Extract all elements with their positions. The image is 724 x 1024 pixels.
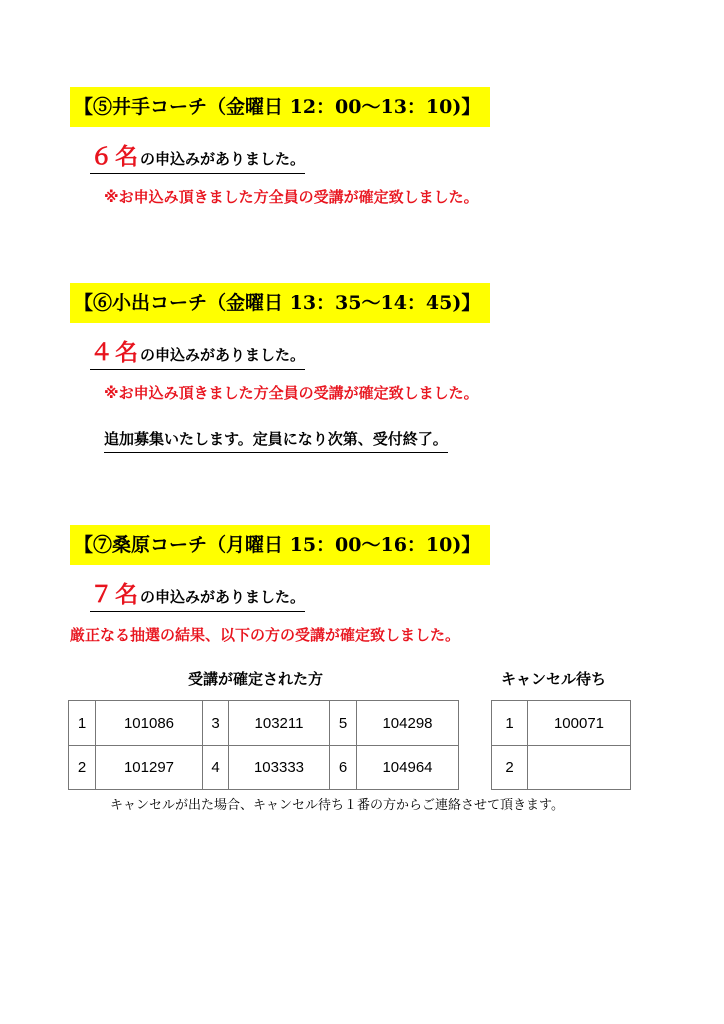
waitlist-table xyxy=(491,700,631,790)
applicant-id xyxy=(528,746,631,790)
section-6-additional-recruitment: 追加募集いたします。定員になり次第、受付終了。 xyxy=(104,428,448,453)
section-7-count: ７名 xyxy=(90,581,140,608)
section-5-count-suffix: の申込みがありました。 xyxy=(140,150,306,168)
table-row xyxy=(492,746,631,790)
table-row xyxy=(492,701,631,746)
section-5-count-line xyxy=(90,138,305,174)
applicant-id: 103333 xyxy=(229,746,330,790)
section-6-count-line xyxy=(90,334,305,370)
table-row xyxy=(69,701,459,746)
row-number: 5 xyxy=(330,701,357,746)
row-number: 1 xyxy=(492,701,528,746)
row-number: 2 xyxy=(492,746,528,790)
section-6-count: ４名 xyxy=(90,339,140,366)
section-6-count-suffix: の申込みがありました。 xyxy=(140,346,306,364)
applicant-id: 104964 xyxy=(357,746,459,790)
row-number: 6 xyxy=(330,746,357,790)
section-6-heading: 【⑥小出コーチ（金曜日 13：35〜14：45)】 xyxy=(70,283,490,323)
section-5-heading: 【⑤井手コーチ（金曜日 12：00〜13：10)】 xyxy=(70,87,490,127)
section-6-notice: ※お申込み頂きました方全員の受講が確定致しました。 xyxy=(104,384,479,402)
applicant-id: 101297 xyxy=(96,746,203,790)
confirmed-table xyxy=(68,700,459,790)
row-number: 2 xyxy=(69,746,96,790)
waitlist-caption: キャンセル待ち xyxy=(501,670,607,688)
confirmed-caption: 受講が確定された方 xyxy=(188,670,324,688)
section-7-count-line xyxy=(90,576,305,612)
section-5-notice: ※お申込み頂きました方全員の受講が確定致しました。 xyxy=(104,188,479,206)
applicant-id: 103211 xyxy=(229,701,330,746)
section-5-count: ６名 xyxy=(90,143,140,170)
section-7-heading: 【⑦桑原コーチ（月曜日 15：00〜16：10)】 xyxy=(70,525,490,565)
row-number: 4 xyxy=(203,746,229,790)
applicant-id: 104298 xyxy=(357,701,459,746)
row-number: 3 xyxy=(203,701,229,746)
row-number: 1 xyxy=(69,701,96,746)
applicant-id: 101086 xyxy=(96,701,203,746)
waitlist-footnote: キャンセルが出た場合、キャンセル待ち１番の方からご連絡させて頂きます。 xyxy=(110,798,564,813)
applicant-id: 100071 xyxy=(528,701,631,746)
table-row xyxy=(69,746,459,790)
lottery-result-notice: 厳正なる抽選の結果、以下の方の受講が確定致しました。 xyxy=(70,626,461,644)
section-7-count-suffix: の申込みがありました。 xyxy=(140,588,306,606)
